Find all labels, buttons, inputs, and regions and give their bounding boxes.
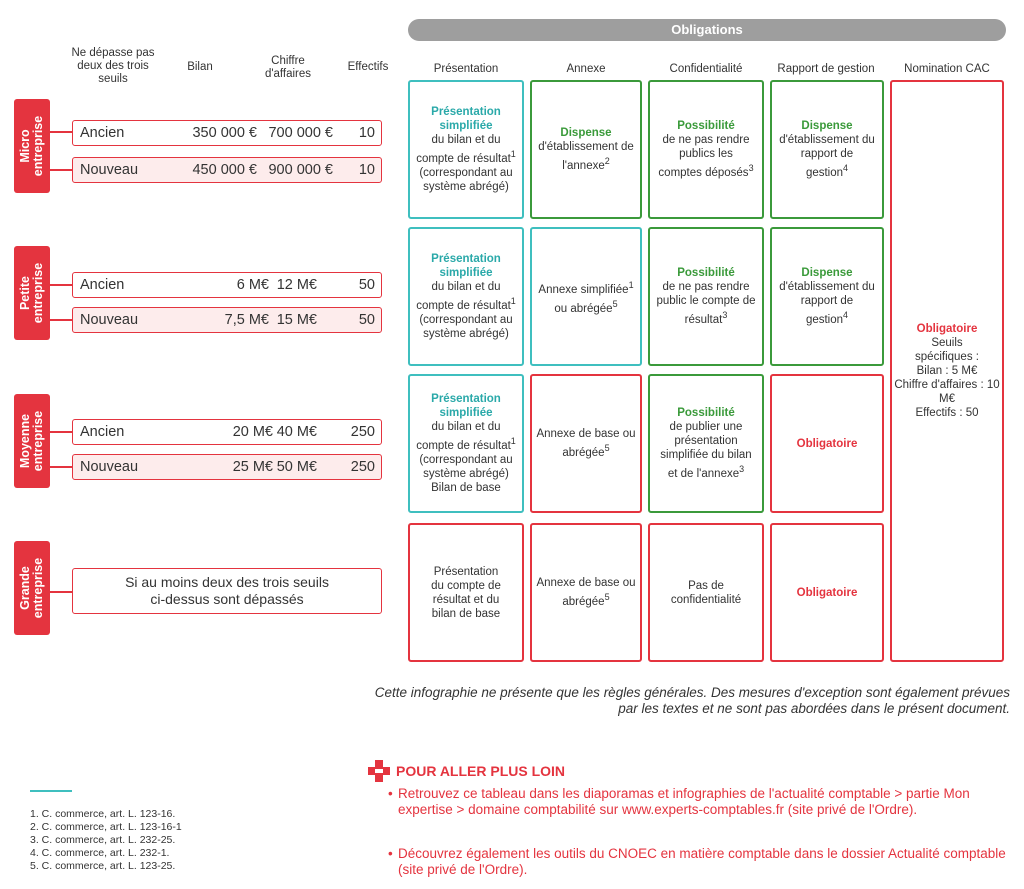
header-presentation: Présentation xyxy=(433,63,499,75)
presentation-corr: (correspondant au système abrégé) xyxy=(419,453,513,480)
bullet-1: • Retrouvez ce tableau dans les diaporamas et infographies de l'actualité comptable > partie Mon expertise > domaine comptabilité sur www.experts-comptables.fr (site privé de l'Ordre). xyxy=(388,786,1008,818)
footnote-1: 1. C. commerce, art. L. 123-16. xyxy=(30,808,176,820)
effectifs-value: 10 xyxy=(358,162,375,178)
row-label: Ancien xyxy=(80,125,125,141)
confidentialite-micro xyxy=(648,80,764,219)
header-rapport-gestion: Rapport de gestion xyxy=(777,63,875,75)
rapport-moyenne xyxy=(770,374,884,513)
bullet-2: • Découvrez également les outils du CNOEC en matière comptable dans le dossier Actualité comptable (site privé de l'Ordre). xyxy=(388,846,1008,878)
bilan-base: Bilan de base xyxy=(431,481,501,494)
category-grande: Grande entreprise xyxy=(14,541,50,635)
annexe-micro xyxy=(530,80,642,219)
connector xyxy=(50,131,72,133)
ca-value: 15 M€ xyxy=(276,312,317,328)
bilan-value: 7,5 M€ xyxy=(224,312,269,328)
plus-icon xyxy=(368,760,390,782)
moyenne-ancien-row xyxy=(72,419,382,445)
presentation-petite xyxy=(408,227,524,366)
bilan-value: 450 000 € xyxy=(192,162,257,178)
obligations-banner: Obligations xyxy=(408,19,1006,41)
footnote-2: 2. C. commerce, art. L. 123-16-1 xyxy=(30,821,182,833)
rapport-detail: d'établissement du rapport de gestion$^4$ xyxy=(779,281,875,326)
presentation-corr: (correspondant au système abrégé) xyxy=(419,313,513,340)
presentation-micro xyxy=(408,80,524,219)
effectifs-value: 10 xyxy=(358,125,375,141)
ca-value: 40 M€ xyxy=(276,424,317,440)
effectifs-value: 50 xyxy=(358,277,375,293)
ca-value: 700 000 € xyxy=(268,125,333,141)
category-micro: Micro entreprise xyxy=(14,99,50,193)
presentation-detail: du bilan et du compte de résultat$^1$ xyxy=(416,281,516,312)
cac-effectifs: Effectifs : 50 xyxy=(915,407,979,419)
obligatoire-label: Obligatoire xyxy=(796,586,858,599)
rapport-micro xyxy=(770,80,884,219)
header-nomination-cac: Nomination CAC xyxy=(904,63,990,75)
annexe-moyenne xyxy=(530,374,642,513)
presentation-detail: du bilan et du compte de résultat$^1$ xyxy=(416,421,516,452)
rapport-detail: d'établissement du rapport de gestion$^4$ xyxy=(779,134,875,179)
category-moyenne: Moyenne entreprise xyxy=(14,394,50,488)
presentation-corr: (correspondant au système abrégé) xyxy=(419,166,513,193)
presentation-title: Présentation simplifiée xyxy=(431,253,501,280)
petite-ancien-row xyxy=(72,272,382,298)
effectifs-value: 250 xyxy=(350,424,375,440)
cac-seuils: Seuils spécifiques : xyxy=(915,337,979,363)
connector xyxy=(50,284,72,286)
grande-text: Si au moins deux des trois seuils ci-dessus sont dépassés xyxy=(125,574,329,607)
disclaimer: Cette infographie ne présente que les règles générales. Des mesures d'exception sont également prévues par les textes et ne sont pas abordées dans le présent document. xyxy=(374,685,1010,716)
header-bilan: Bilan xyxy=(187,61,213,73)
connector xyxy=(50,431,72,433)
ca-value: 900 000 € xyxy=(268,162,333,178)
row-label: Nouveau xyxy=(80,459,139,475)
annexe-detail: Annexe de base ou abrégée$^5$ xyxy=(536,428,636,459)
bilan-value: 350 000 € xyxy=(192,125,257,141)
connector xyxy=(50,466,72,468)
pour-aller-plus-loin-title: POUR ALLER PLUS LOIN xyxy=(396,763,566,779)
header-seuils: Ne dépasse pas deux des trois seuils xyxy=(71,47,155,85)
presentation-detail: du bilan et du compte de résultat$^1$ xyxy=(416,134,516,165)
footnote-5: 5. C. commerce, art. L. 123-25. xyxy=(30,860,176,872)
connector xyxy=(50,591,72,593)
bullet-1-text[interactable]: Retrouvez ce tableau dans les diaporamas et infographies de l'actualité comptable > partie Mon expertise > domaine comptabilité sur www.experts-comptables.fr (site privé de l'Ordre). xyxy=(398,786,970,817)
bilan-value: 20 M€ xyxy=(232,424,273,440)
micro-nouveau-row xyxy=(72,157,382,183)
obligatoire-label: Obligatoire xyxy=(796,437,858,450)
header-confidentialite: Confidentialité xyxy=(669,63,743,75)
possibilite-title: Possibilité xyxy=(677,407,735,420)
row-label: Nouveau xyxy=(80,312,139,328)
rapport-grande xyxy=(770,523,884,662)
footnote-3: 3. C. commerce, art. L. 232-25. xyxy=(30,834,176,846)
nomination-cac xyxy=(890,80,1004,662)
header-effectifs: Effectifs xyxy=(347,61,389,73)
annexe-detail: Annexe simplifiée$^1$ xyxy=(538,279,634,296)
petite-nouveau-row xyxy=(72,307,382,333)
annexe-detail: Annexe de base ou abrégée$^5$ xyxy=(536,577,636,608)
confidentialite-moyenne xyxy=(648,374,764,513)
bullet-2-text[interactable]: Découvrez également les outils du CNOEC en matière comptable dans le dossier Actualité comptable (site privé de l'Ordre). xyxy=(398,846,1006,877)
connector xyxy=(50,169,72,171)
presentation-title: Présentation simplifiée xyxy=(431,393,501,420)
presentation-grande-text: Présentation du compte de résultat et du bilan de base xyxy=(431,565,501,620)
row-label: Nouveau xyxy=(80,162,139,178)
ca-value: 50 M€ xyxy=(276,459,317,475)
obligatoire-label: Obligatoire xyxy=(916,323,978,335)
row-label: Ancien xyxy=(80,277,125,293)
header-chiffre-affaires: Chiffre d'affaires xyxy=(264,55,312,80)
cac-bilan: Bilan : 5 M€ xyxy=(916,365,978,377)
annexe-petite xyxy=(530,227,642,366)
annexe-abregee: ou abrégée$^5$ xyxy=(554,298,618,315)
header-annexe: Annexe xyxy=(566,63,606,75)
moyenne-nouveau-row xyxy=(72,454,382,480)
dispense-title: Dispense xyxy=(801,267,853,280)
conf-detail: de ne pas rendre publics les comptes déposés$^3$ xyxy=(658,134,754,179)
conf-detail: Pas de confidentialité xyxy=(670,579,742,606)
confidentialite-petite xyxy=(648,227,764,366)
dispense-title: Dispense xyxy=(560,127,612,140)
bilan-value: 25 M€ xyxy=(232,459,273,475)
confidentialite-grande xyxy=(648,523,764,662)
presentation-grande xyxy=(408,523,524,662)
presentation-title: Présentation simplifiée xyxy=(431,106,501,133)
conf-detail: de ne pas rendre public le compte de résultat$^3$ xyxy=(656,281,756,326)
footnote-4: 4. C. commerce, art. L. 232-1. xyxy=(30,847,170,859)
grande-row xyxy=(72,568,382,614)
ca-value: 12 M€ xyxy=(276,277,317,293)
footnote-divider xyxy=(30,790,72,792)
presentation-moyenne xyxy=(408,374,524,513)
effectifs-value: 250 xyxy=(350,459,375,475)
conf-detail: de publier une présentation simplifiée du bilan et de l'annexe$^3$ xyxy=(660,421,752,480)
bilan-value: 6 M€ xyxy=(236,277,269,293)
annexe-detail: d'établissement de l'annexe$^2$ xyxy=(538,141,634,172)
rapport-petite xyxy=(770,227,884,366)
cac-ca: Chiffre d'affaires : 10 M€ xyxy=(894,379,1000,405)
possibilite-title: Possibilité xyxy=(677,267,735,280)
dispense-title: Dispense xyxy=(801,120,853,133)
category-petite: Petite entreprise xyxy=(14,246,50,340)
effectifs-value: 50 xyxy=(358,312,375,328)
row-label: Ancien xyxy=(80,424,125,440)
annexe-grande xyxy=(530,523,642,662)
possibilite-title: Possibilité xyxy=(677,120,735,133)
micro-ancien-row xyxy=(72,120,382,146)
connector xyxy=(50,319,72,321)
